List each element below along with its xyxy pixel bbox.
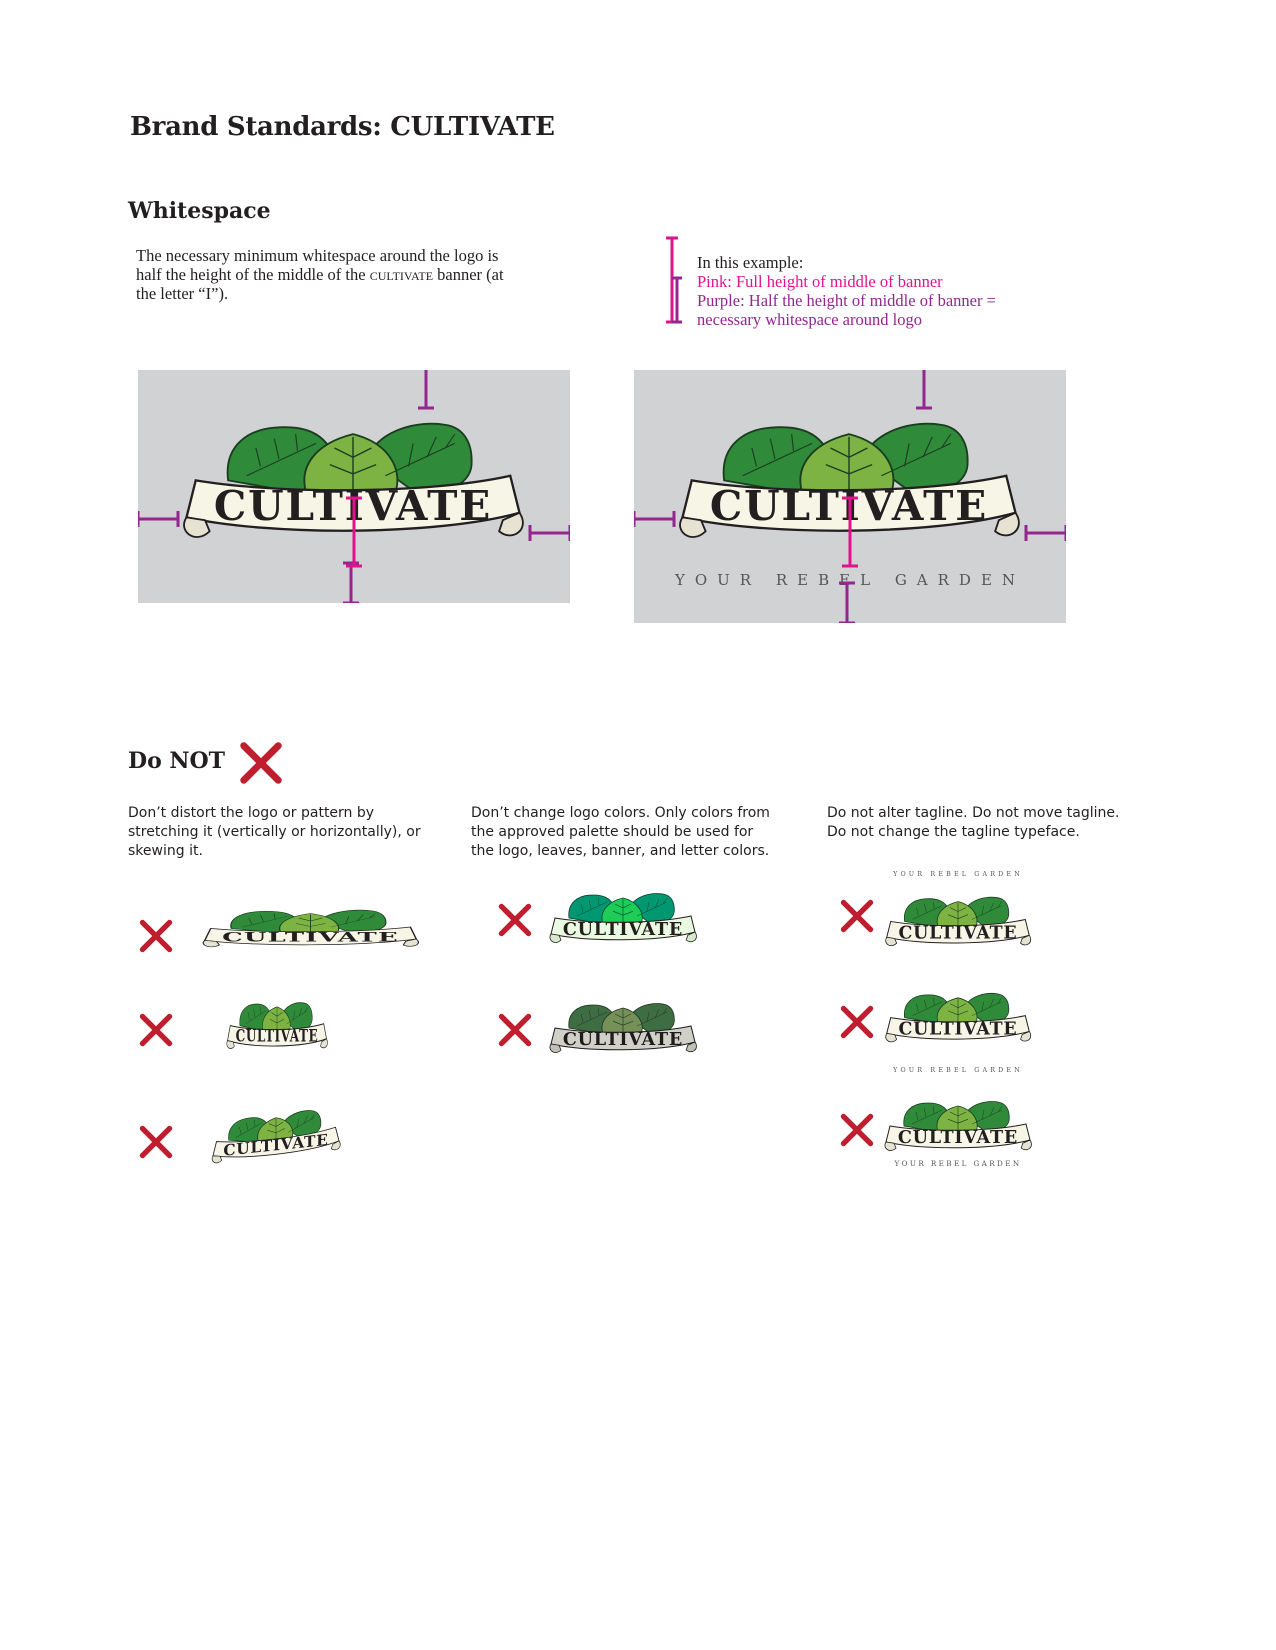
legend-marker-icon — [664, 236, 684, 326]
legend-purple: Purple: Half the height of middle of banner = necessary whitespace around logo — [697, 291, 996, 329]
x-icon — [497, 902, 533, 938]
legend-intro: In this example: — [697, 253, 804, 272]
x-icon — [138, 1124, 174, 1160]
squeezed-logo — [222, 990, 332, 1065]
page-title: Brand Standards: CULTIVATE — [130, 112, 555, 142]
whitespace-example-panel — [138, 370, 570, 603]
x-icon — [497, 1012, 533, 1048]
x-icon — [839, 898, 875, 934]
x-icon — [138, 918, 174, 954]
cultivate-logo-tagline — [634, 370, 1066, 623]
svg-text:YOUR REBEL GARDEN: YOUR REBEL GARDEN — [893, 1066, 1023, 1074]
whitespace-description — [136, 246, 506, 303]
stretched-logo — [193, 900, 428, 960]
whitespace-example-panel-tagline — [634, 370, 1066, 623]
tagline-typeface-logo — [878, 1088, 1038, 1178]
x-icon — [839, 1112, 875, 1148]
donot-heading: Do NOT — [128, 748, 226, 774]
donot-col2-text: Don’t change logo colors. Only colors from the approved palette should be used for the logo, leaves, banner, and letter colors. — [471, 805, 770, 859]
svg-text:YOUR REBEL GARDEN: YOUR REBEL GARDEN — [893, 870, 1023, 878]
legend — [697, 253, 1057, 329]
donot-col1-text: Don’t distort the logo or pattern by stretching it (vertically or horizontally), or skewing it. — [128, 805, 421, 859]
description-text-2: banner (at the letter “I”). — [136, 265, 504, 303]
svg-text:YOUR REBEL GARDEN: YOUR REBEL GARDEN — [894, 1159, 1022, 1168]
cultivate-logo — [138, 370, 570, 603]
legend-pink: Pink: Full height of middle of banner — [697, 272, 943, 291]
tagline-moved-logo — [878, 980, 1038, 1075]
x-icon — [138, 1012, 174, 1048]
tagline: YOUR REBEL GARDEN — [674, 571, 1026, 589]
gray-banner-logo — [543, 990, 703, 1070]
recolored-logo — [543, 880, 703, 960]
donot-col3-text: Do not alter tagline. Do not move tagline. Do not change the tagline typeface. — [827, 805, 1120, 840]
x-icon — [839, 1004, 875, 1040]
description-text-1: The necessary minimum whitespace around the logo is half the height of the middle of the — [136, 246, 499, 284]
whitespace-heading: Whitespace — [128, 198, 271, 224]
tagline-above-logo — [878, 868, 1038, 963]
skewed-logo — [206, 1095, 346, 1180]
description-smallcaps: cultivate — [369, 265, 434, 284]
x-icon — [238, 740, 284, 786]
